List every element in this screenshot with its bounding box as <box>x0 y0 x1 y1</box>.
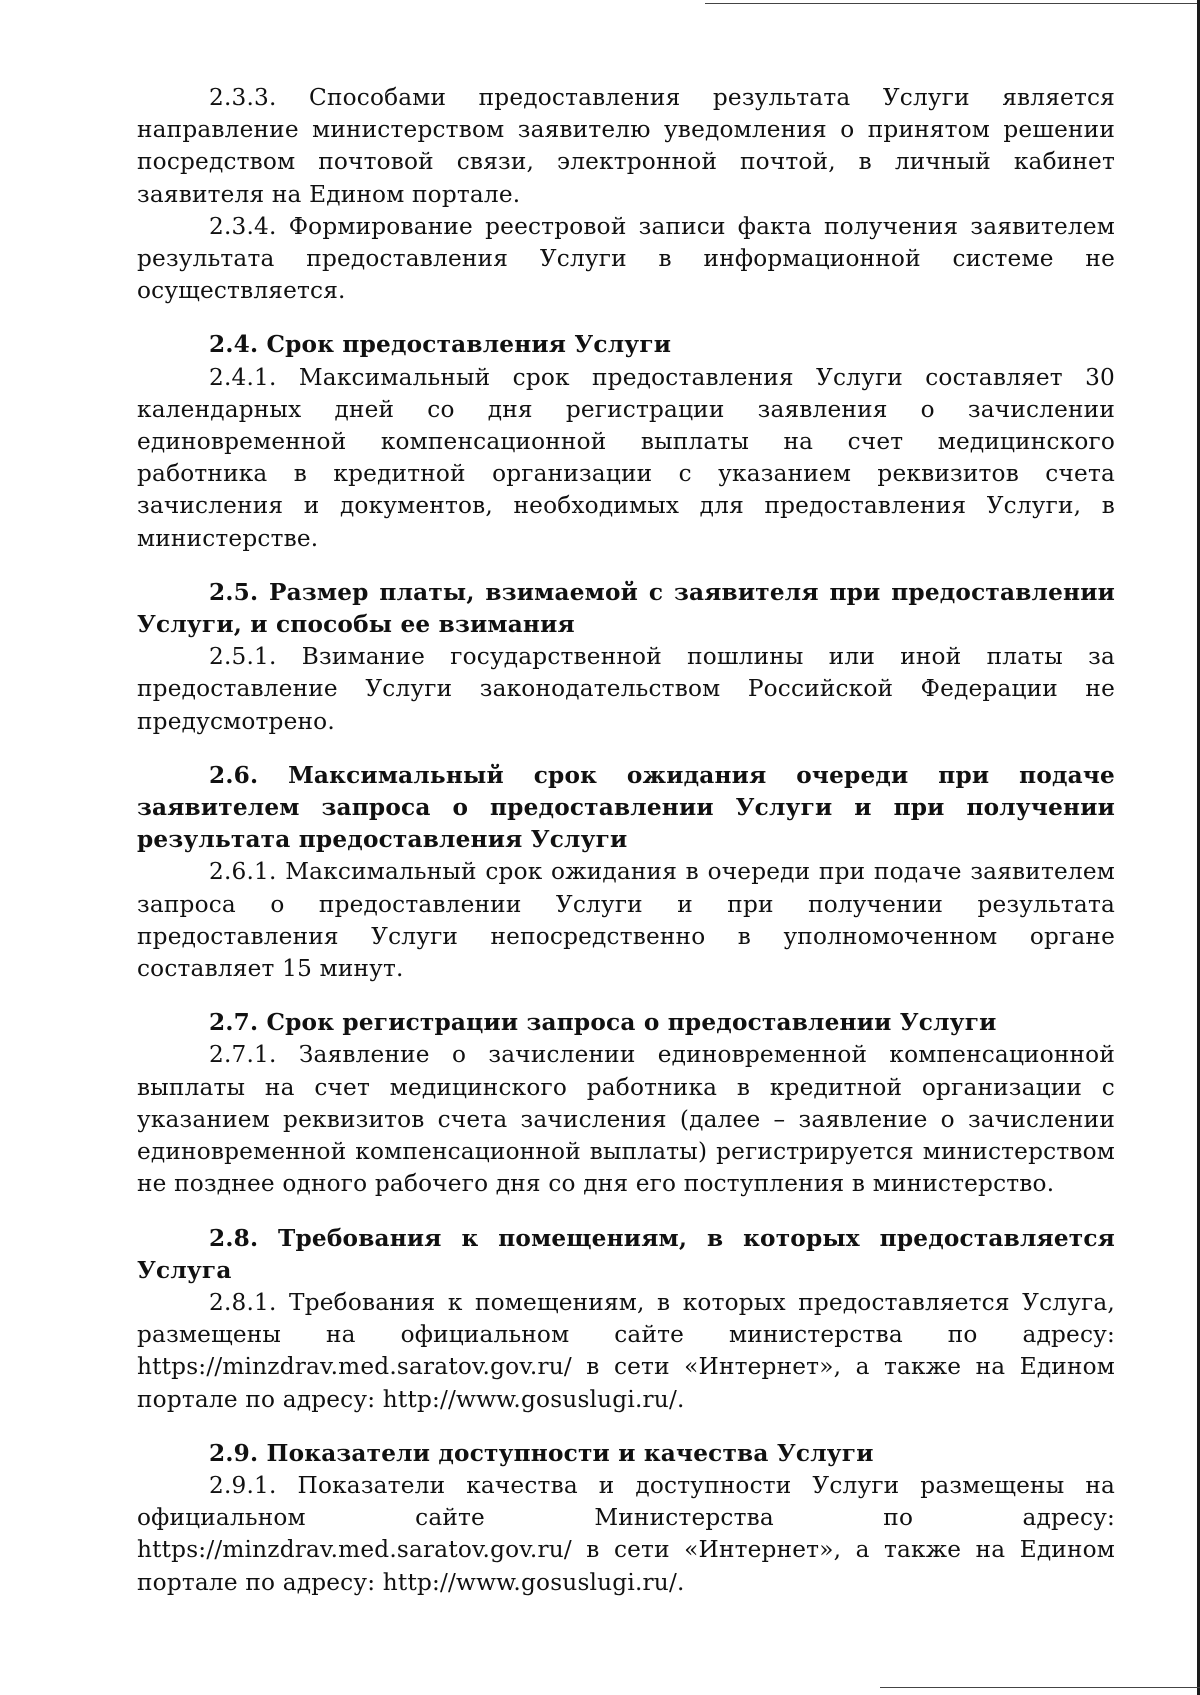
heading-2-8: 2.8. Требования к помещениям, в которых предоставляется Услуга <box>137 1224 1115 1284</box>
heading-2-5: 2.5. Размер платы, взимаемой с заявителя при предоставлении Услуги, и способы ее взимания <box>137 578 1115 639</box>
paragraph-2-3-4: 2.3.4. Формирование реестровой записи факта получения заявителем результата предоставления Услуги в информационной системе не осуществляется. <box>137 212 1115 305</box>
scan-artifact-top-line <box>705 3 1200 4</box>
scan-artifact-bottom-line <box>880 1687 1200 1688</box>
paragraph-2-9-1: 2.9.1. Показатели качества и доступности Услуги размещены на официальном сайте Министерства по адресу: https://minzdrav.med.saratov.gov.ru/ в сети «Интернет», а также на Едином портале по адресу: http://www.gosuslugi.ru/. <box>137 1471 1115 1596</box>
paragraph-2-4-1: 2.4.1. Максимальный срок предоставления Услуги составляет 30 календарных дней со дня регистрации заявления о зачислении единовременной компенсационной выплаты на счет медицинского работника в кредитной организации с указанием реквизитов счета зачисления и документов, необходимых для предоставления Услуги, в министерстве. <box>137 363 1115 552</box>
document-body <box>137 82 1115 1599</box>
heading-2-9: 2.9. Показатели доступности и качества Услуги <box>209 1439 874 1467</box>
paragraph-2-3-3: 2.3.3. Способами предоставления результата Услуги является направление министерством заявителю уведомления о принятом решении посредством почтовой связи, электронной почтой, в личный кабинет заявителя на Едином портале. <box>137 84 1115 208</box>
paragraph-2-5-1: 2.5.1. Взимание государственной пошлины или иной платы за предоставление Услуги законодательством Российской Федерации не предусмотрено. <box>137 643 1115 735</box>
heading-2-6: 2.6. Максимальный срок ожидания очереди при подаче заявителем запроса о предоставлении Услуги и при получении результата предоставления Услуги <box>137 761 1115 854</box>
heading-2-4: 2.4. Срок предоставления Услуги <box>209 331 672 359</box>
paragraph-2-8-1: 2.8.1. Требования к помещениям, в которых предоставляется Услуга, размещены на официальном сайте министерства по адресу: https://minzdrav.med.saratov.gov.ru/ в сети «Интернет», а также на Едином портале по адресу: http://www.gosuslugi.ru/. <box>137 1288 1115 1413</box>
paragraph-2-7-1: 2.7.1. Заявление о зачислении единовременной компенсационной выплаты на счет медицинского работника в кредитной организации с указанием реквизитов счета зачисления (далее – заявление о зачислении единовременной компенсационной выплаты) регистрируется министерством не позднее одного рабочего дня со дня его поступления в министерство. <box>137 1041 1115 1198</box>
heading-2-7: 2.7. Срок регистрации запроса о предоставлении Услуги <box>209 1009 997 1037</box>
paragraph-2-6-1: 2.6.1. Максимальный срок ожидания в очереди при подаче заявителем запроса о предоставлении Услуги и при получении результата предоставления Услуги непосредственно в уполномоченном органе составляет 15 минут. <box>137 858 1115 983</box>
